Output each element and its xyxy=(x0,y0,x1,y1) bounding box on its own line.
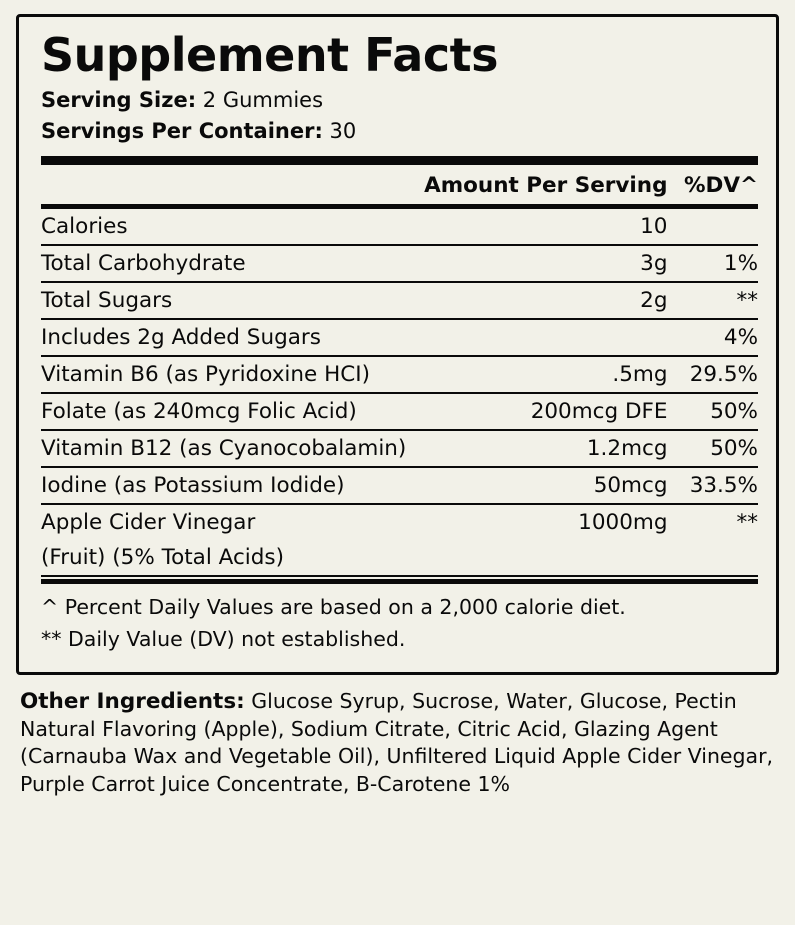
nutrient-name: Calories xyxy=(41,207,424,246)
table-row xyxy=(41,319,758,356)
nutrient-dv: 50% xyxy=(667,430,758,467)
nutrient-name: Iodine (as Potassium Iodide) xyxy=(41,467,424,504)
other-ingredients-text: Glucose Syrup, Sucrose, Water, Glucose, Pectin Natural Flavoring (Apple), Sodium Citrate, Citric Acid, Glazing Agent (Carnauba Wax and Vegetable Oil), Unfiltered Liquid Apple Cider Vinegar, Purple Carrot Juice Concentrate, B-Carotene 1% xyxy=(20,688,774,797)
nutrient-dv: 50% xyxy=(667,393,758,430)
nutrient-dv: 4% xyxy=(667,319,758,356)
table-row xyxy=(41,245,758,282)
table-row xyxy=(41,540,758,576)
other-ingredients-section xyxy=(16,675,779,799)
nutrient-name: Apple Cider Vinegar xyxy=(41,510,256,536)
nutrient-amount: 1000mg xyxy=(578,510,668,536)
table-header-row xyxy=(41,165,758,207)
nutrient-amount: 2g xyxy=(424,282,667,319)
table-row xyxy=(41,467,758,504)
footnotes xyxy=(41,584,758,656)
servings-per-container-line xyxy=(41,116,758,146)
nutrient-name: Vitamin B12 (as Cyanocobalamin) xyxy=(41,430,424,467)
table-row xyxy=(41,430,758,467)
header-percent-dv: %DV^ xyxy=(667,165,758,207)
table-row xyxy=(41,504,758,540)
table-row xyxy=(41,207,758,246)
supplement-facts-panel xyxy=(16,14,779,675)
header-spacer xyxy=(41,165,424,207)
serving-size-label: Serving Size: xyxy=(41,88,197,113)
header-amount-per-serving: Amount Per Serving xyxy=(424,165,667,207)
serving-size-line xyxy=(41,85,758,115)
nutrient-amount: .5mg xyxy=(424,356,667,393)
table-row xyxy=(41,282,758,319)
nutrient-amount xyxy=(424,540,667,576)
nutrition-table xyxy=(41,165,758,577)
nutrient-dv: 29.5% xyxy=(667,356,758,393)
footnote-dv-not-established: ** Daily Value (DV) not established. xyxy=(41,626,406,651)
footnote-daily-values: ^ Percent Daily Values are based on a 2,000 calorie diet. xyxy=(41,595,626,620)
nutrient-amount: 3g xyxy=(424,245,667,282)
nutrient-dv xyxy=(667,540,758,576)
nutrient-amount: 10 xyxy=(424,207,667,246)
nutrient-dv: 33.5% xyxy=(667,467,758,504)
servings-per-container-label: Servings Per Container: xyxy=(41,118,323,143)
nutrient-dv: ** xyxy=(736,510,758,536)
serving-size-value: 2 Gummies xyxy=(202,88,324,113)
nutrient-amount xyxy=(424,319,667,356)
nutrient-amount: 50mcg xyxy=(424,467,667,504)
servings-per-container-value: 30 xyxy=(329,118,357,143)
nutrient-dv: ** xyxy=(667,282,758,319)
nutrient-dv xyxy=(667,207,758,246)
panel-title: Supplement Facts xyxy=(41,28,498,82)
nutrient-amount: 200mcg DFE xyxy=(424,393,667,430)
nutrient-name: Total Carbohydrate xyxy=(41,245,424,282)
nutrient-dv: 1% xyxy=(667,245,758,282)
heavy-divider xyxy=(41,156,758,165)
other-ingredients-heading: Other Ingredients: xyxy=(20,688,245,714)
nutrient-name: Total Sugars xyxy=(41,282,424,319)
table-row xyxy=(41,393,758,430)
table-row xyxy=(41,356,758,393)
nutrient-name: Vitamin B6 (as Pyridoxine HCI) xyxy=(41,356,424,393)
nutrient-amount: 1.2mcg xyxy=(424,430,667,467)
nutrient-name: Folate (as 240mcg Folic Acid) xyxy=(41,393,424,430)
nutrient-name: Includes 2g Added Sugars xyxy=(41,319,424,356)
nutrient-name: (Fruit) (5% Total Acids) xyxy=(41,540,424,576)
